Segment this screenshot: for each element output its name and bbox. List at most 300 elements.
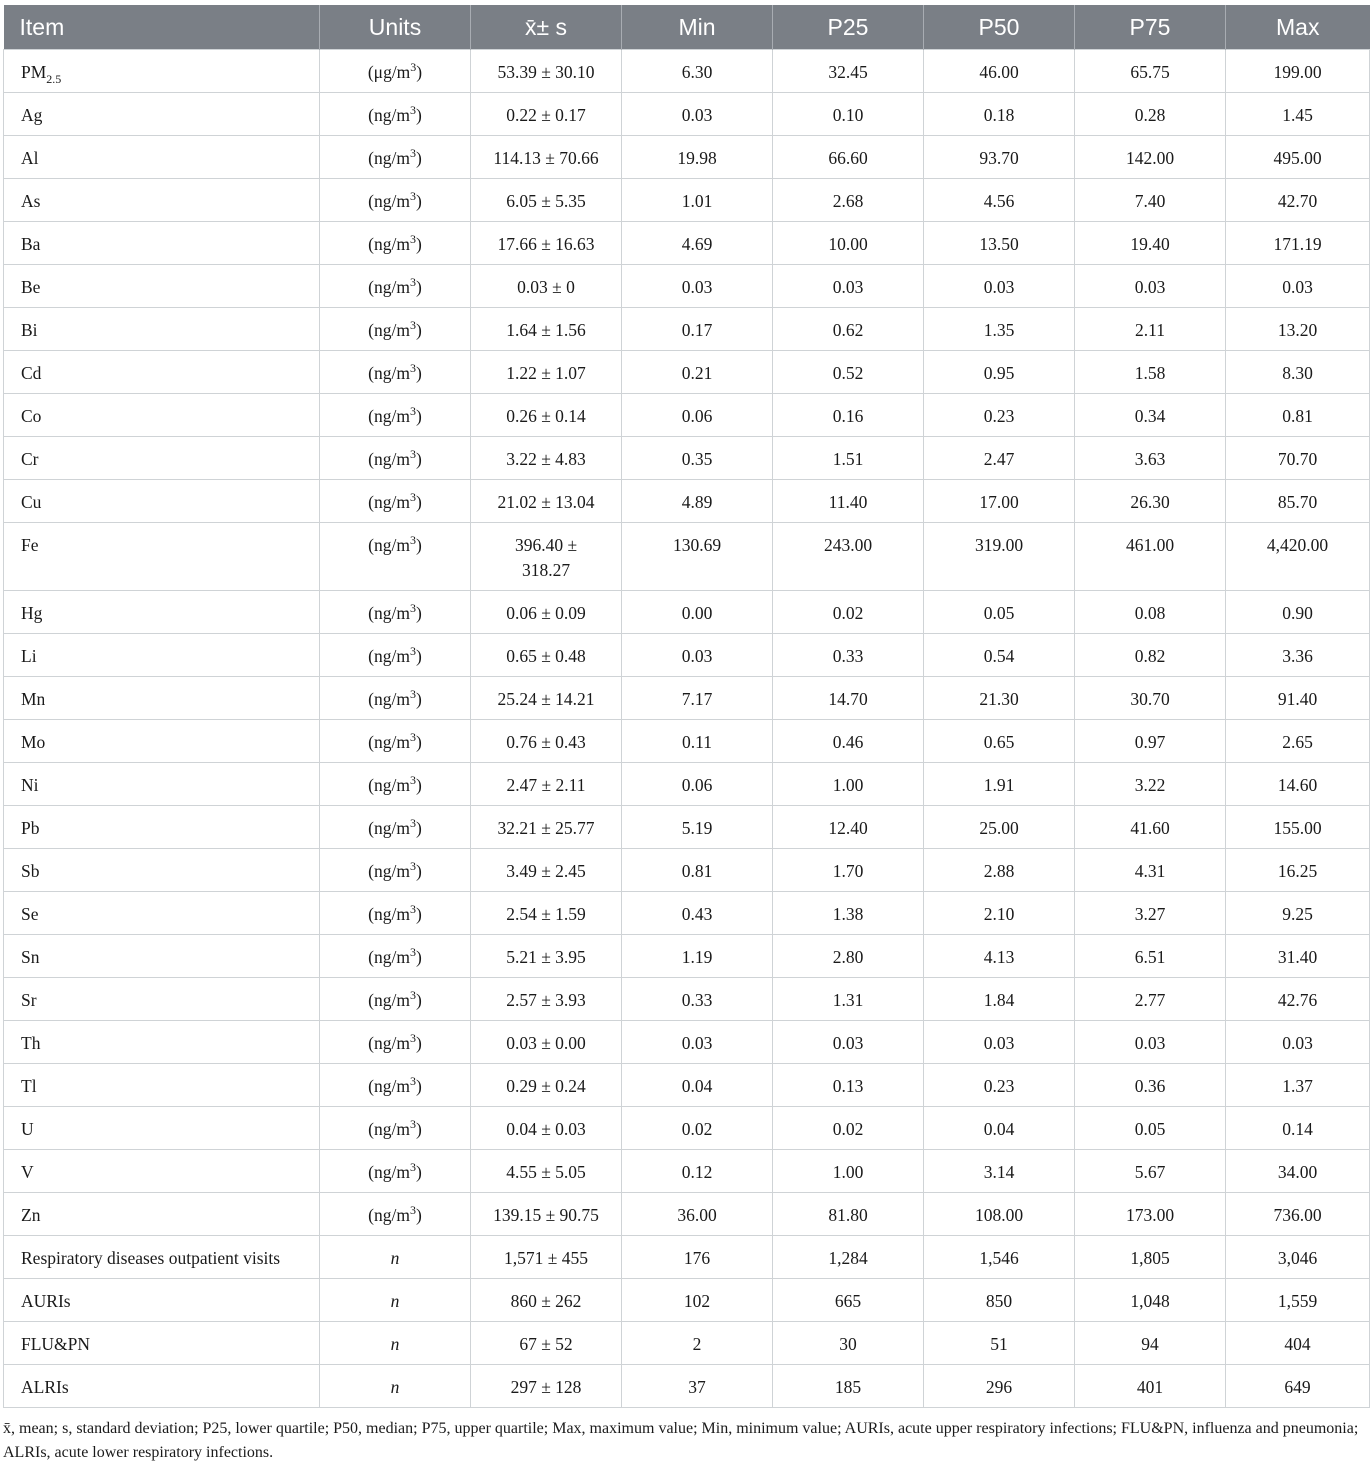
- unit-label: (ng/m: [368, 449, 410, 469]
- unit-close: ): [415, 148, 422, 168]
- p50-cell: 4.56: [924, 179, 1075, 222]
- p75-cell: 0.36: [1075, 1064, 1226, 1107]
- p50-cell: 3.14: [924, 1150, 1075, 1193]
- p75-cell: 30.70: [1075, 677, 1226, 720]
- unit-label: (ng/m: [368, 1162, 410, 1182]
- unit-label: (ng/m: [368, 363, 410, 383]
- max-cell: 2.65: [1226, 720, 1370, 763]
- min-cell: 0.03: [622, 93, 773, 136]
- item-cell: [4, 394, 320, 437]
- item-cell: [4, 265, 320, 308]
- unit-label: n: [390, 1248, 400, 1268]
- unit-close: ): [415, 105, 422, 125]
- p75-cell: 3.63: [1075, 437, 1226, 480]
- unit-cell: [320, 634, 471, 677]
- unit-close: ): [415, 277, 422, 297]
- unit-label: (ng/m: [368, 320, 410, 340]
- unit-superscript: 3: [410, 60, 417, 74]
- table-row: [4, 222, 1370, 265]
- p75-cell: 4.31: [1075, 849, 1226, 892]
- max-cell: 1.37: [1226, 1064, 1370, 1107]
- unit-close: ): [415, 1205, 422, 1225]
- p25-cell: 665: [773, 1279, 924, 1322]
- mean-sd-cell: 3.22 ± 4.83: [471, 437, 622, 480]
- unit-cell: [320, 265, 471, 308]
- item-cell: [4, 1021, 320, 1064]
- item-label: Be: [21, 277, 41, 297]
- item-label: V: [21, 1162, 34, 1182]
- p75-cell: 65.75: [1075, 50, 1226, 93]
- max-cell: 495.00: [1226, 136, 1370, 179]
- max-cell: 42.76: [1226, 978, 1370, 1021]
- item-cell: [4, 480, 320, 523]
- unit-superscript: 3: [409, 275, 416, 289]
- unit-close: ): [416, 62, 423, 82]
- item-cell: [4, 1193, 320, 1236]
- table-row: [4, 480, 1370, 523]
- min-cell: 2: [622, 1322, 773, 1365]
- p50-cell: 25.00: [924, 806, 1075, 849]
- table-row: [4, 265, 1370, 308]
- max-cell: 91.40: [1226, 677, 1370, 720]
- max-cell: 404: [1226, 1322, 1370, 1365]
- mean-sd-cell: 860 ± 262: [471, 1279, 622, 1322]
- item-label: Mn: [21, 689, 46, 709]
- p75-cell: 0.97: [1075, 720, 1226, 763]
- max-cell: 31.40: [1226, 935, 1370, 978]
- header-units: Units: [320, 5, 471, 50]
- mean-sd-cell: 0.03 ± 0.00: [471, 1021, 622, 1064]
- unit-cell: [320, 720, 471, 763]
- min-cell: 6.30: [622, 50, 773, 93]
- header-max: Max: [1226, 5, 1370, 50]
- item-cell: [4, 1365, 320, 1408]
- p75-cell: 173.00: [1075, 1193, 1226, 1236]
- item-label: Co: [21, 406, 42, 426]
- unit-superscript: 3: [409, 1160, 416, 1174]
- unit-close: ): [415, 1033, 422, 1053]
- unit-cell: [320, 1322, 471, 1365]
- mean-sd-cell: 2.47 ± 2.11: [471, 763, 622, 806]
- unit-cell: [320, 849, 471, 892]
- item-label: AURIs: [21, 1291, 71, 1311]
- min-cell: 0.35: [622, 437, 773, 480]
- mean-sd-cell: 53.39 ± 30.10: [471, 50, 622, 93]
- table-row: [4, 1064, 1370, 1107]
- p50-cell: 0.54: [924, 634, 1075, 677]
- item-label: As: [21, 191, 41, 211]
- max-cell: 42.70: [1226, 179, 1370, 222]
- p25-cell: 1.00: [773, 763, 924, 806]
- unit-close: ): [415, 775, 422, 795]
- mean-sd-cell: 0.04 ± 0.03: [471, 1107, 622, 1150]
- min-cell: 0.21: [622, 351, 773, 394]
- p75-cell: 0.82: [1075, 634, 1226, 677]
- item-label: Zn: [21, 1205, 41, 1225]
- item-label: Cd: [21, 363, 42, 383]
- p25-cell: 32.45: [773, 50, 924, 93]
- min-cell: 0.03: [622, 634, 773, 677]
- item-label: U: [21, 1119, 34, 1139]
- item-cell: [4, 1322, 320, 1365]
- unit-label: (ng/m: [368, 277, 410, 297]
- unit-label: (ng/m: [368, 947, 410, 967]
- item-cell: [4, 136, 320, 179]
- table-row: [4, 677, 1370, 720]
- item-cell: [4, 1279, 320, 1322]
- item-cell: [4, 179, 320, 222]
- unit-cell: [320, 179, 471, 222]
- unit-cell: [320, 480, 471, 523]
- unit-cell: [320, 978, 471, 1021]
- p25-cell: 14.70: [773, 677, 924, 720]
- mean-sd-cell: 1.64 ± 1.56: [471, 308, 622, 351]
- item-cell: [4, 1107, 320, 1150]
- item-label: Ni: [21, 775, 39, 795]
- min-cell: 19.98: [622, 136, 773, 179]
- table-footnote: x̄, mean; s, standard deviation; P25, lower quartile; P50, median; P75, upper quartile; Max, maximum value; Min, minimum value; AURIs, acute upper respiratory infections; FLU&PN, influenza and pneumonia; ALRIs, acute lower respiratory infections.: [3, 1420, 1359, 1461]
- item-cell: [4, 763, 320, 806]
- p50-cell: 13.50: [924, 222, 1075, 265]
- min-cell: 7.17: [622, 677, 773, 720]
- p75-cell: 94: [1075, 1322, 1226, 1365]
- max-cell: 1,559: [1226, 1279, 1370, 1322]
- unit-cell: [320, 93, 471, 136]
- table-row: [4, 1107, 1370, 1150]
- mean-sd-cell: 139.15 ± 90.75: [471, 1193, 622, 1236]
- unit-close: ): [415, 1162, 422, 1182]
- unit-superscript: 3: [409, 318, 416, 332]
- unit-superscript: 3: [409, 902, 416, 916]
- mean-sd-cell: 3.49 ± 2.45: [471, 849, 622, 892]
- unit-close: ): [415, 603, 422, 623]
- table-row: [4, 1279, 1370, 1322]
- p75-cell: 2.77: [1075, 978, 1226, 1021]
- max-cell: 199.00: [1226, 50, 1370, 93]
- header-item: Item: [4, 5, 320, 50]
- item-cell: [4, 849, 320, 892]
- table-row: [4, 1365, 1370, 1408]
- p25-cell: 10.00: [773, 222, 924, 265]
- item-label: Pb: [21, 818, 40, 838]
- table-row: [4, 806, 1370, 849]
- p50-cell: 1.91: [924, 763, 1075, 806]
- item-label: Se: [21, 904, 39, 924]
- unit-cell: [320, 523, 471, 591]
- unit-cell: [320, 892, 471, 935]
- p50-cell: 2.88: [924, 849, 1075, 892]
- p25-cell: 12.40: [773, 806, 924, 849]
- unit-cell: [320, 394, 471, 437]
- unit-label: (ng/m: [368, 689, 410, 709]
- unit-superscript: 3: [409, 1117, 416, 1131]
- unit-close: ): [415, 947, 422, 967]
- item-label: Sn: [21, 947, 40, 967]
- item-label: Al: [21, 148, 39, 168]
- p75-cell: 1,805: [1075, 1236, 1226, 1279]
- min-cell: 0.06: [622, 763, 773, 806]
- table-row: [4, 394, 1370, 437]
- item-label: Mo: [21, 732, 46, 752]
- p75-cell: 0.05: [1075, 1107, 1226, 1150]
- unit-superscript: 3: [409, 447, 416, 461]
- header-p50: P50: [924, 5, 1075, 50]
- p75-cell: 142.00: [1075, 136, 1226, 179]
- p75-cell: 461.00: [1075, 523, 1226, 591]
- mean-sd-cell: 0.29 ± 0.24: [471, 1064, 622, 1107]
- p25-cell: 0.16: [773, 394, 924, 437]
- table-row: [4, 763, 1370, 806]
- min-cell: 36.00: [622, 1193, 773, 1236]
- p50-cell: 296: [924, 1365, 1075, 1408]
- p50-cell: 17.00: [924, 480, 1075, 523]
- item-label: Bi: [21, 320, 38, 340]
- p75-cell: 0.08: [1075, 591, 1226, 634]
- unit-superscript: 3: [409, 687, 416, 701]
- unit-close: ): [415, 535, 422, 555]
- p25-cell: 66.60: [773, 136, 924, 179]
- p50-cell: 4.13: [924, 935, 1075, 978]
- p25-cell: 0.02: [773, 1107, 924, 1150]
- unit-superscript: 3: [409, 859, 416, 873]
- min-cell: 0.11: [622, 720, 773, 763]
- unit-label: (ng/m: [368, 105, 410, 125]
- table-row: [4, 523, 1370, 591]
- table-row: [4, 720, 1370, 763]
- p25-cell: 30: [773, 1322, 924, 1365]
- unit-cell: [320, 1064, 471, 1107]
- table-row: [4, 179, 1370, 222]
- max-cell: 649: [1226, 1365, 1370, 1408]
- item-cell: [4, 806, 320, 849]
- unit-label: (ng/m: [368, 775, 410, 795]
- p50-cell: 1.84: [924, 978, 1075, 1021]
- mean-sd-cell: 2.54 ± 1.59: [471, 892, 622, 935]
- unit-superscript: 3: [409, 361, 416, 375]
- item-cell: [4, 351, 320, 394]
- unit-superscript: 3: [409, 189, 416, 203]
- unit-close: ): [415, 990, 422, 1010]
- min-cell: 0.17: [622, 308, 773, 351]
- max-cell: 171.19: [1226, 222, 1370, 265]
- p75-cell: 0.28: [1075, 93, 1226, 136]
- item-label: ALRIs: [21, 1377, 69, 1397]
- unit-cell: [320, 437, 471, 480]
- p25-cell: 0.10: [773, 93, 924, 136]
- unit-superscript: 3: [409, 533, 416, 547]
- item-cell: [4, 892, 320, 935]
- p50-cell: 0.18: [924, 93, 1075, 136]
- unit-superscript: 3: [409, 945, 416, 959]
- mean-sd-cell: 0.22 ± 0.17: [471, 93, 622, 136]
- min-cell: 0.12: [622, 1150, 773, 1193]
- p25-cell: 0.03: [773, 265, 924, 308]
- item-label: PM: [21, 62, 47, 82]
- item-cell: [4, 308, 320, 351]
- min-cell: 0.04: [622, 1064, 773, 1107]
- unit-superscript: 3: [409, 601, 416, 615]
- p25-cell: 1,284: [773, 1236, 924, 1279]
- min-cell: 102: [622, 1279, 773, 1322]
- mean-sd-cell: 0.26 ± 0.14: [471, 394, 622, 437]
- unit-close: ): [415, 234, 422, 254]
- unit-cell: [320, 136, 471, 179]
- p50-cell: 0.65: [924, 720, 1075, 763]
- min-cell: 0.06: [622, 394, 773, 437]
- unit-cell: [320, 351, 471, 394]
- item-label: Ag: [21, 105, 43, 125]
- item-subscript: 2.5: [46, 72, 62, 86]
- unit-cell: [320, 1279, 471, 1322]
- unit-cell: [320, 1365, 471, 1408]
- p25-cell: 1.00: [773, 1150, 924, 1193]
- header-p75: P75: [1075, 5, 1226, 50]
- data-table: [3, 5, 1370, 1408]
- min-cell: 4.69: [622, 222, 773, 265]
- unit-label: n: [390, 1377, 400, 1397]
- p25-cell: 1.38: [773, 892, 924, 935]
- item-cell: [4, 591, 320, 634]
- mean-sd-cell: 2.57 ± 3.93: [471, 978, 622, 1021]
- min-cell: 1.01: [622, 179, 773, 222]
- mean-sd-cell: 0.76 ± 0.43: [471, 720, 622, 763]
- table-row: [4, 1021, 1370, 1064]
- unit-cell: [320, 1107, 471, 1150]
- table-row: [4, 978, 1370, 1021]
- unit-label: (ng/m: [368, 1205, 410, 1225]
- unit-label: (ng/m: [368, 191, 410, 211]
- unit-superscript: 3: [409, 816, 416, 830]
- unit-cell: [320, 50, 471, 93]
- p50-cell: 0.23: [924, 1064, 1075, 1107]
- table-row: [4, 1236, 1370, 1279]
- unit-superscript: 3: [409, 103, 416, 117]
- table-row: [4, 1150, 1370, 1193]
- p75-cell: 1.58: [1075, 351, 1226, 394]
- unit-cell: [320, 591, 471, 634]
- mean-sd-cell: 114.13 ± 70.66: [471, 136, 622, 179]
- p50-cell: 2.10: [924, 892, 1075, 935]
- max-cell: 0.14: [1226, 1107, 1370, 1150]
- unit-label: (ng/m: [368, 1119, 410, 1139]
- p25-cell: 0.52: [773, 351, 924, 394]
- unit-cell: [320, 1236, 471, 1279]
- unit-label: (ng/m: [368, 732, 410, 752]
- max-cell: 4,420.00: [1226, 523, 1370, 591]
- min-cell: 1.19: [622, 935, 773, 978]
- p50-cell: 319.00: [924, 523, 1075, 591]
- max-cell: 14.60: [1226, 763, 1370, 806]
- item-cell: [4, 1064, 320, 1107]
- p50-cell: 1,546: [924, 1236, 1075, 1279]
- p75-cell: 3.22: [1075, 763, 1226, 806]
- p50-cell: 0.05: [924, 591, 1075, 634]
- unit-close: ): [415, 904, 422, 924]
- unit-superscript: 3: [409, 404, 416, 418]
- item-label: Sb: [21, 861, 40, 881]
- table-row: [4, 634, 1370, 677]
- unit-cell: [320, 763, 471, 806]
- unit-close: ): [415, 1119, 422, 1139]
- unit-superscript: 3: [409, 232, 416, 246]
- mean-sd-cell: 0.03 ± 0: [471, 265, 622, 308]
- table-row: [4, 1193, 1370, 1236]
- unit-superscript: 3: [409, 1031, 416, 1045]
- max-cell: 70.70: [1226, 437, 1370, 480]
- unit-close: ): [415, 492, 422, 512]
- p75-cell: 401: [1075, 1365, 1226, 1408]
- mean-sd-cell: 0.06 ± 0.09: [471, 591, 622, 634]
- table-row: [4, 437, 1370, 480]
- table-row: [4, 892, 1370, 935]
- max-cell: 155.00: [1226, 806, 1370, 849]
- min-cell: 176: [622, 1236, 773, 1279]
- max-cell: 3.36: [1226, 634, 1370, 677]
- unit-cell: [320, 677, 471, 720]
- p25-cell: 0.03: [773, 1021, 924, 1064]
- mean-sd-cell: 1.22 ± 1.07: [471, 351, 622, 394]
- unit-superscript: 3: [409, 146, 416, 160]
- unit-cell: [320, 1193, 471, 1236]
- p25-cell: 0.33: [773, 634, 924, 677]
- p50-cell: 1.35: [924, 308, 1075, 351]
- unit-cell: [320, 1150, 471, 1193]
- p25-cell: 0.02: [773, 591, 924, 634]
- header-row: [4, 5, 1370, 50]
- unit-label: (ng/m: [368, 818, 410, 838]
- item-label: Cu: [21, 492, 42, 512]
- item-cell: [4, 1150, 320, 1193]
- min-cell: 0.43: [622, 892, 773, 935]
- unit-label: (ng/m: [368, 904, 410, 924]
- min-cell: 37: [622, 1365, 773, 1408]
- min-cell: 0.03: [622, 1021, 773, 1064]
- p25-cell: 1.31: [773, 978, 924, 1021]
- unit-close: ): [415, 732, 422, 752]
- p50-cell: 21.30: [924, 677, 1075, 720]
- unit-close: ): [415, 320, 422, 340]
- header-p25: P25: [773, 5, 924, 50]
- mean-sd-cell: 4.55 ± 5.05: [471, 1150, 622, 1193]
- p50-cell: 0.04: [924, 1107, 1075, 1150]
- item-cell: [4, 978, 320, 1021]
- unit-superscript: 3: [409, 1074, 416, 1088]
- item-label: Ba: [21, 234, 41, 254]
- p75-cell: 5.67: [1075, 1150, 1226, 1193]
- item-cell: [4, 1236, 320, 1279]
- p50-cell: 0.23: [924, 394, 1075, 437]
- item-cell: [4, 677, 320, 720]
- min-cell: 0.81: [622, 849, 773, 892]
- item-label: Cr: [21, 449, 39, 469]
- p50-cell: 850: [924, 1279, 1075, 1322]
- item-label: Fe: [21, 535, 39, 555]
- table-body: [4, 50, 1370, 1408]
- item-label: Li: [21, 646, 37, 666]
- table-row: [4, 93, 1370, 136]
- item-cell: [4, 634, 320, 677]
- min-cell: 0.02: [622, 1107, 773, 1150]
- table-row: [4, 351, 1370, 394]
- p50-cell: 0.03: [924, 265, 1075, 308]
- p50-cell: 46.00: [924, 50, 1075, 93]
- min-cell: 0.03: [622, 265, 773, 308]
- unit-label: (ng/m: [368, 1076, 410, 1096]
- p25-cell: 0.46: [773, 720, 924, 763]
- mean-sd-cell: 5.21 ± 3.95: [471, 935, 622, 978]
- max-cell: 9.25: [1226, 892, 1370, 935]
- max-cell: 8.30: [1226, 351, 1370, 394]
